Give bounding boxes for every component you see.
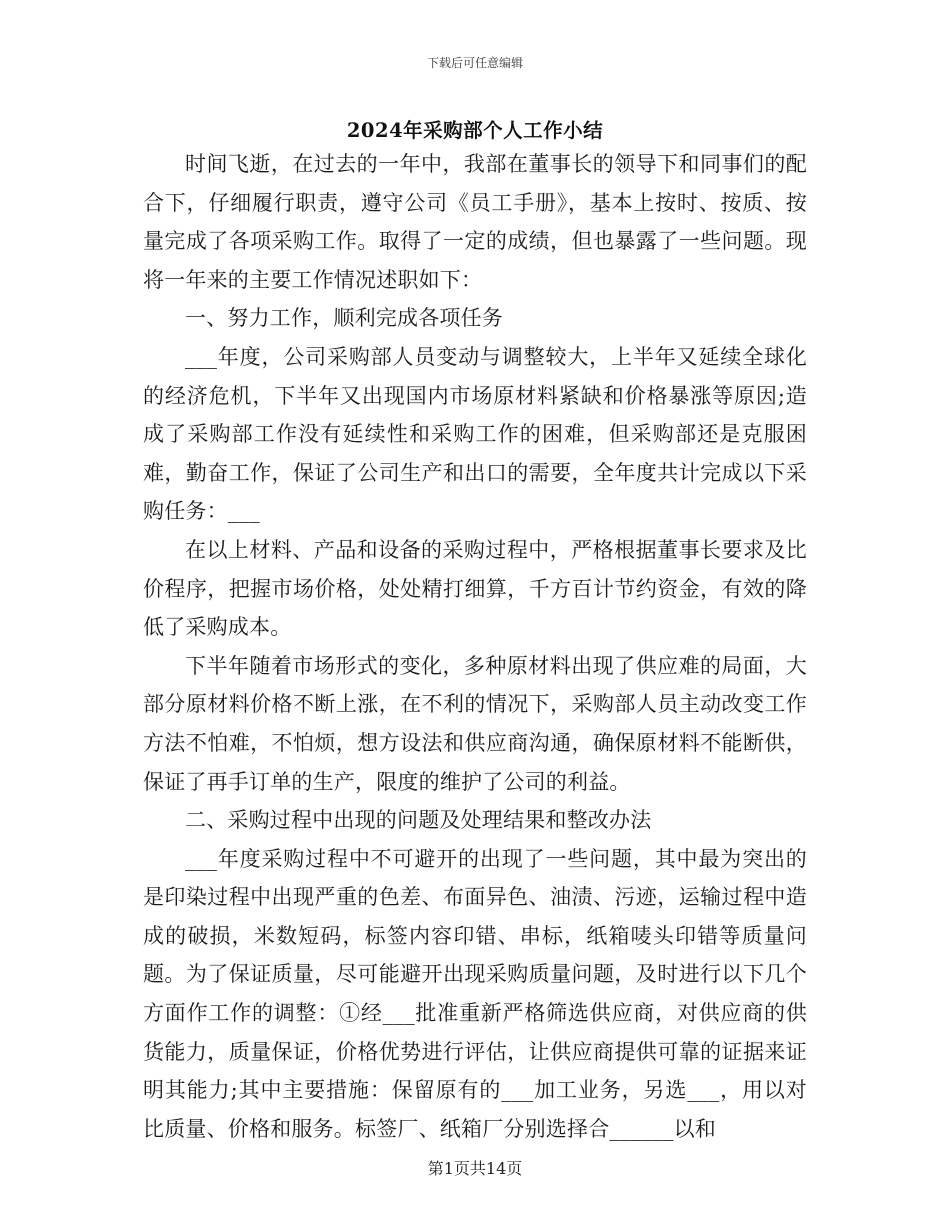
- document-body: [143, 145, 807, 1148]
- page-footer: 第1页共14页: [427, 1159, 523, 1178]
- section-heading-1: 一、努力工作，顺利完成各项任务: [185, 306, 503, 331]
- header-note: 下载后可任意编辑: [426, 56, 523, 70]
- paragraph-problems: ___年度采购过程中不可避开的出现了一些问题，其中最为突出的是印染过程中出现严重的色差、布面异色、油渍、污迹，运输过程中造成的破损，米数短码，标签内容印错、串标，纸箱唛头印错等质量问题。为了保证质量，尽可能避开出现采购质量问题，及时进行以下几个方面作工作的调整：①经___批准重新严格筛选供应商，对供应商的供货能力，质量保证，价格优势进行评估，让供应商提供可靠的证据来证明其能力;其中主要措施：保留原有的___加工业务，另选___，用以对比质量、价格和服务。标签厂、纸箱厂分别选择合______以和: [143, 846, 807, 1141]
- section-heading-2: 二、采购过程中出现的问题及处理结果和整改办法: [185, 808, 652, 833]
- paragraph-intro: 时间飞逝，在过去的一年中，我部在董事长的领导下和同事们的配合下，仔细履行职责，遵守公司《员工手册》，基本上按时、按质、按量完成了各项采购工作。取得了一定的成绩，但也暴露了一些问题。现将一年来的主要工作情况述职如下：: [143, 152, 807, 292]
- document-title: 2024年采购部个人工作小结: [346, 119, 604, 142]
- paragraph-cost: 在以上材料、产品和设备的采购过程中，严格根据董事长要求及比价程序，把握市场价格，处处精打细算，千方百计节约资金，有效的降低了采购成本。: [143, 537, 807, 640]
- paragraph-tasks: ___年度，公司采购部人员变动与调整较大，上半年又延续全球化的经济危机，下半年又出现国内市场原材料紧缺和价格暴涨等原因;造成了采购部工作没有延续性和采购工作的困难，但采购部还是克服困难，勤奋工作，保证了公司生产和出口的需要，全年度共计完成以下采购任务：___: [143, 344, 807, 524]
- paragraph-market: 下半年随着市场形式的变化，多种原材料出现了供应难的局面，大部分原材料价格不断上涨，在不利的情况下，采购部人员主动改变工作方法不怕难，不怕烦，想方设法和供应商沟通，确保原材料不能断供，保证了再手订单的生产，限度的维护了公司的利益。: [143, 653, 807, 794]
